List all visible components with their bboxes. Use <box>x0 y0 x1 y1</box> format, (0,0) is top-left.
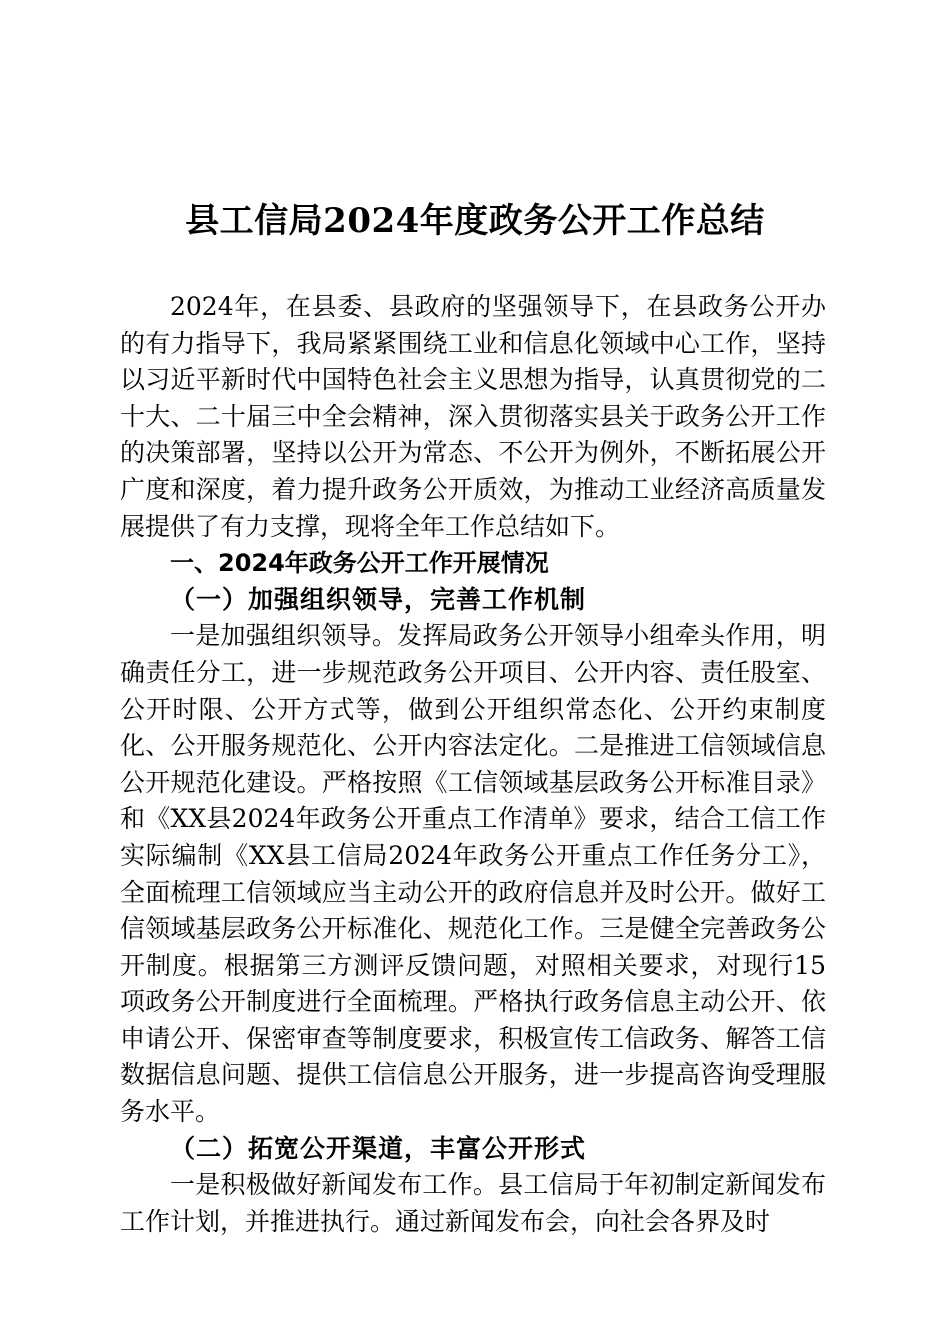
subsection-heading-1: （一）加强组织领导，完善工作机制 <box>170 584 587 614</box>
body-paragraph-1: 一是加强组织领导。发挥局政务公开领导小组牵头作用，明确责任分工，进一步规范政务公开项目、公开内容、责任股室、公开时限、公开方式等，做到公开组织常态化、公开约束制度化、公开服务规范化、公开内容法定化。二是推进工信领域信息公开规范化建设。严格按照《工信领域基层政务公开标准目录》和《XX县2024年政务公开重点工作清单》要求，结合工信工作实际编制《XX县工信局2024年政务公开重点工作任务分工》，全面梳理工信领域应当主动公开的政府信息并及时公开。做好工信领域基层政务公开标准化、规范化工作。三是健全完善政务公开制度。根据第三方测评反馈问题，对照相关要求，对现行15项政务公开制度进行全面梳理。严格执行政务信息主动公开、依申请公开、保密审查等制度要求，积极宣传工信政务、解答工信数据信息问题、提供工信信息公开服务，进一步提高咨询受理服务水平。 <box>120 621 826 1127</box>
body-paragraph-2: 一是积极做好新闻发布工作。县工信局于年初制定新闻发布工作计划，并推进执行。通过新闻发布会，向社会各界及时 <box>120 1170 826 1236</box>
document-title: 县工信局2024年度政务公开工作总结 <box>185 201 765 241</box>
intro-paragraph: 2024年，在县委、县政府的坚强领导下，在县政务公开办的有力指导下，我局紧紧围绕工业和信息化领域中心工作，坚持以习近平新时代中国特色社会主义思想为指导，认真贯彻党的二十大、二十届三中全会精神，深入贯彻落实县关于政务公开工作的决策部署，坚持以公开为常态、不公开为例外，不断拓展公开广度和深度，着力提升政务公开质效，为推动工业经济高质量发展提供了有力支撑，现将全年工作总结如下。 <box>120 292 826 541</box>
document-body <box>120 289 826 1240</box>
subsection-heading-2: （二）拓宽公开渠道，丰富公开形式 <box>170 1133 587 1163</box>
section-heading-1: 一、2024年政务公开工作开展情况 <box>170 549 549 578</box>
